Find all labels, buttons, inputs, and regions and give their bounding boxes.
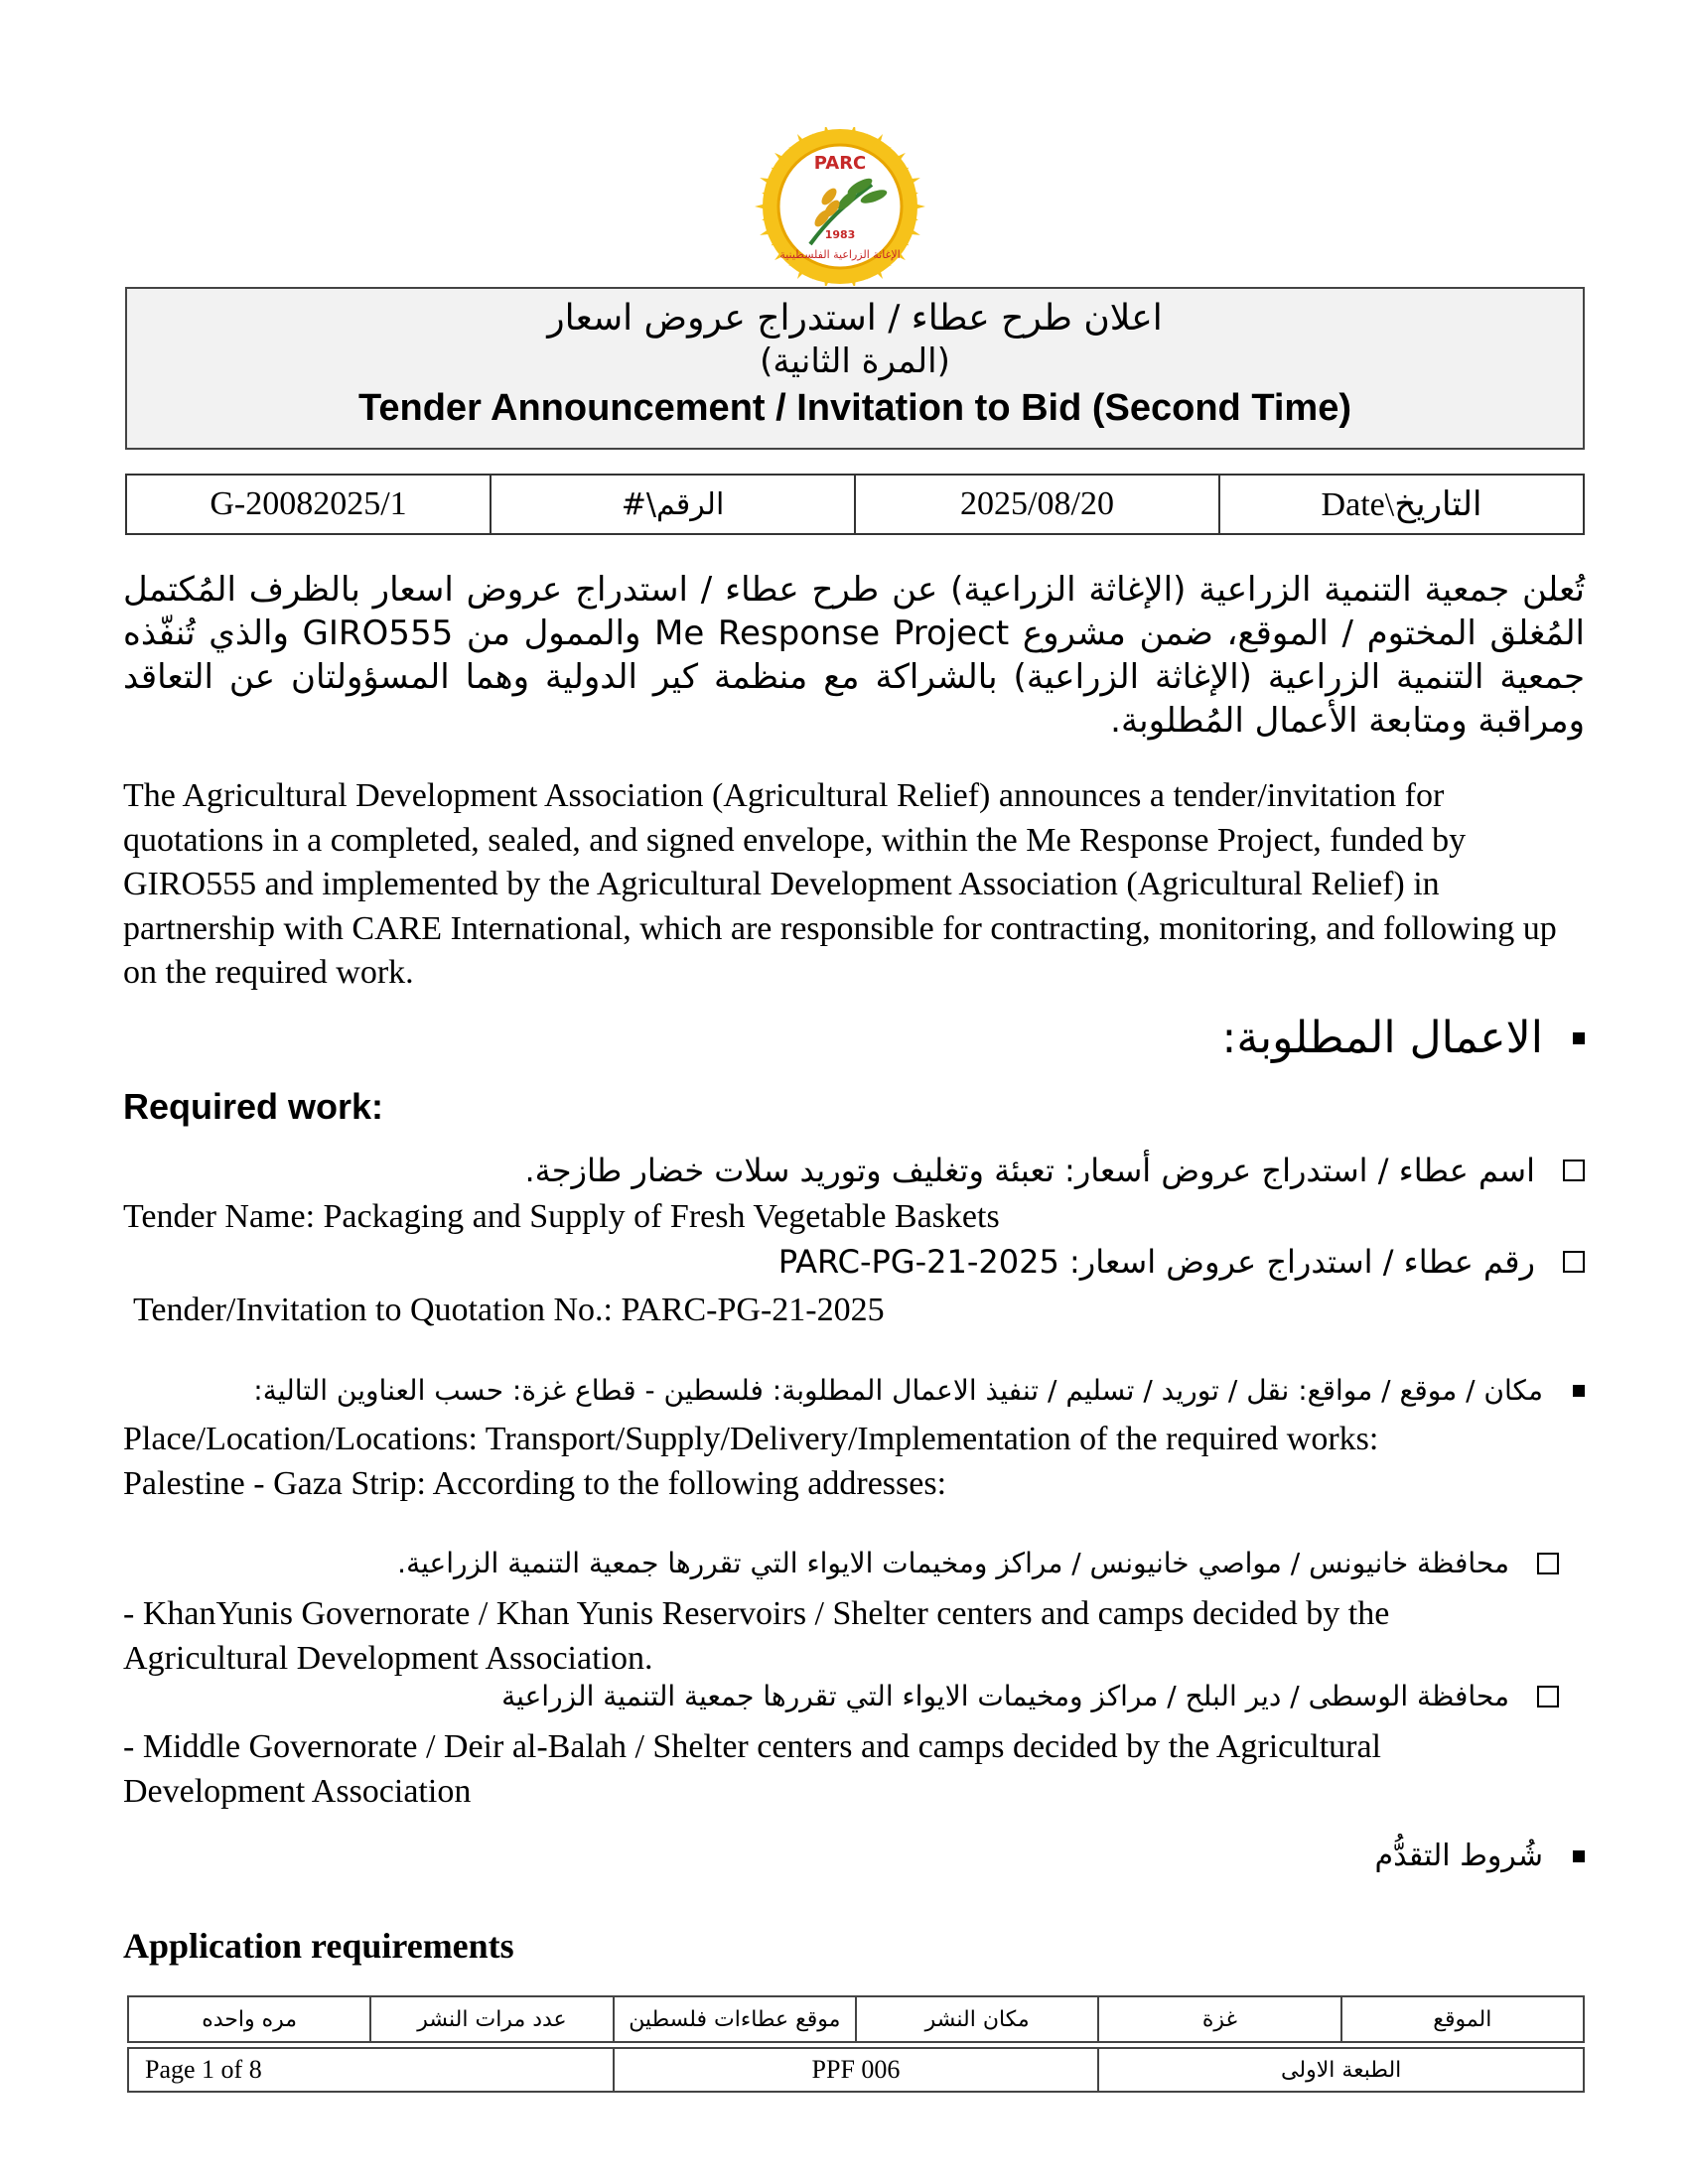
- title-english: Tender Announcement / Invitation to Bid (Second Time): [357, 387, 1351, 429]
- conditions-heading-arabic: [1375, 1839, 1585, 1873]
- intro-english: The Agricultural Development Association (Agricultural Relief) announces a tender/invitation for quotations in a completed, sealed, and signed envelope, within the Me Response Project, funded by GIRO555 and implemented by the Agricultural Development Association (Agricultural Relief) in partnership with CARE International, which are responsible for contracting, monitoring, and following up on the required work.: [123, 777, 1557, 991]
- tender-no-ar-text: رقم عطاء / استدراج عروض اسعار: PARC-PG-21-2025: [777, 1243, 1535, 1281]
- square-bullet-icon: [1573, 1850, 1585, 1862]
- required-work-heading-arabic: [1222, 1013, 1586, 1063]
- checkbox-icon: [1563, 1160, 1585, 1181]
- logo-year: 1983: [824, 228, 856, 241]
- footer-publish-table: [127, 1995, 1585, 2043]
- page-number: Page 1 of 8: [128, 2048, 614, 2092]
- form-code: PPF 006: [614, 2048, 1099, 2092]
- logo-arabic-name: الإغاثة الزراعية الفلسطينية: [779, 248, 901, 261]
- date-label: Date\التاريخ: [1219, 475, 1584, 534]
- location-item-2-arabic: [501, 1680, 1559, 1712]
- conditions-heading-english: Application requirements: [123, 1926, 514, 1966]
- reference-date-table: [125, 474, 1585, 535]
- location-item-1-english: - KhanYunis Governorate / Khan Yunis Reservoirs / Shelter centers and camps decided by the Agricultural Development Association.: [123, 1595, 1390, 1677]
- title-arabic-line2: (المرة الثانية): [760, 341, 950, 381]
- edition: الطبعة الاولى: [1098, 2048, 1584, 2092]
- location-heading-arabic: [253, 1374, 1585, 1407]
- footer-cell: غزة: [1098, 1996, 1340, 2042]
- title-arabic-line1: اعلان طرح عطاء / استدراج عروض اسعار: [547, 298, 1163, 339]
- location-heading-english: Place/Location/Locations: Transport/Supply/Delivery/Implementation of the required works: Palestine - Gaza Strip: According to the following addresses:: [123, 1421, 1379, 1502]
- tender-number-arabic: [778, 1243, 1585, 1281]
- logo-brand: PARC: [813, 153, 867, 174]
- checkbox-icon: [1537, 1686, 1559, 1707]
- checkbox-icon: [1563, 1251, 1585, 1273]
- tender-name-ar-text: اسم عطاء / استدراج عروض أسعار: تعبئة وتغليف وتوريد سلات خضار طازجة.: [524, 1152, 1535, 1189]
- location-item-2-english: - Middle Governorate / Deir al-Balah / Shelter centers and camps decided by the Agricultural Development Association: [123, 1728, 1381, 1810]
- title-box: [125, 287, 1585, 450]
- footer-cell: مكان النشر: [856, 1996, 1098, 2042]
- footer-cell: الموقع: [1341, 1996, 1584, 2042]
- location-ar-text: مكان / موقع / مواقع: نقل / توريد / تسليم / تنفيذ الاعمال المطلوبة: فلسطين - قطاع غزة: حسب العناوين التالية:: [253, 1374, 1543, 1407]
- required-work-heading-english: Required work:: [123, 1086, 384, 1127]
- reference-value: G-20082025/1: [126, 475, 491, 534]
- reference-label: الرقم\#: [491, 475, 855, 534]
- checkbox-icon: [1537, 1553, 1559, 1574]
- parc-logo: [683, 127, 997, 286]
- tender-name-arabic: [524, 1152, 1585, 1189]
- location-item-1-ar-text: محافظة خانيونس / مواصي خانيونس / مراكز ومخيمات الايواء التي تقررها جمعية التنمية الزراعية.: [397, 1547, 1509, 1579]
- required-heading-ar: الاعمال المطلوبة:: [1221, 1013, 1543, 1063]
- square-bullet-icon: [1573, 1385, 1585, 1397]
- tender-name-english: Tender Name: Packaging and Supply of Fresh Vegetable Baskets: [123, 1198, 1000, 1235]
- footer-cell: موقع عطاءات فلسطين: [614, 1996, 856, 2042]
- intro-arabic: تُعلن جمعية التنمية الزراعية (الإغاثة الزراعية) عن طرح عطاء / استدراج عروض اسعار بالظرف المُكتمل المُغلق المختوم / الموقع، ضمن مشروع Me Response Project والممول من GIRO555 والذي تُنفّذه جمعية التنمية الزراعية (الإغاثة الزراعية) بالشراكة مع منظمة كير الدولية وهما المسؤولتان عن التعاقد ومراقبة ومتابعة الأعمال المُطلوبة.: [123, 570, 1585, 741]
- footer-page-table: [127, 2047, 1585, 2093]
- tender-number-english: Tender/Invitation to Quotation No.: PARC-PG-21-2025: [133, 1292, 885, 1328]
- location-item-2-ar-text: محافظة الوسطى / دير البلح / مراكز ومخيمات الايواء التي تقررها جمعية التنمية الزراعية: [501, 1680, 1509, 1712]
- footer-cell: مره واحده: [128, 1996, 370, 2042]
- date-value: 2025/08/20: [855, 475, 1219, 534]
- location-item-1-arabic: [397, 1547, 1559, 1579]
- square-bullet-icon: [1573, 1032, 1585, 1044]
- footer-cell: عدد مرات النشر: [370, 1996, 613, 2042]
- conditions-ar-text: شُروط التقدُّم: [1374, 1839, 1543, 1873]
